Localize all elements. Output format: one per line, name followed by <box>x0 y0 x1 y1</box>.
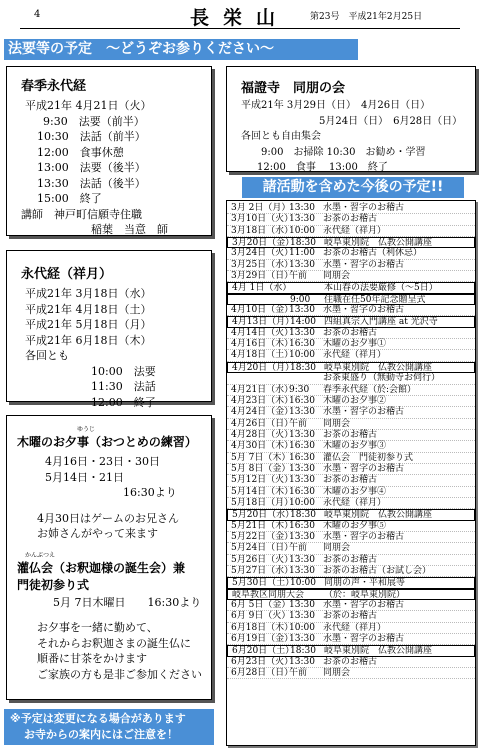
eitaikyo-line: 平成21年 4月21日（火） <box>25 99 152 112</box>
schedule-row <box>227 532 475 543</box>
schedule-date: 4月28日（火） <box>231 429 294 440</box>
schedule-event: お茶のお稽古 <box>323 475 378 486</box>
schedule-date: 4月 1日（水） <box>232 283 292 294</box>
schedule-event: お茶のお稽古 <box>323 214 378 225</box>
schedule-date: 6月 5日（金） <box>231 600 291 611</box>
schedule-date: 6月23日（火） <box>231 656 294 667</box>
schedule-time: 18:30 <box>290 646 316 657</box>
eitaikyo-line: 15:00 終了 <box>37 192 102 205</box>
issue-info: 第23号 平成21年2月25日 <box>310 12 423 22</box>
schedule-time: 13:30 <box>289 475 315 486</box>
schedule-event: 同朋会 <box>323 271 351 282</box>
schedule-date: 岐阜教区同朋大会 <box>232 589 305 600</box>
schedule-date: 5月24日（日） <box>231 543 294 554</box>
schedule-date: 5月 7日（木） <box>231 452 291 463</box>
schedule-row <box>227 260 475 271</box>
eidai-month-box <box>6 250 212 409</box>
kanbutsu-date: 5月 7日木曜日 16:30より <box>53 595 202 609</box>
schedule-event: お茶東盛り（無動寺お伺行） <box>323 373 441 384</box>
schedule-event: 春季永代経（於:会館） <box>323 384 417 395</box>
schedule-date: 4月24日（金） <box>231 407 294 418</box>
schedule-date: 3月20日（金） <box>232 238 295 249</box>
schedule-row <box>227 248 475 259</box>
doshu-line: 9:00 お掃除 10:30 お勧め・学習 <box>261 146 426 158</box>
schedule-event: 木曜のお夕事⑤ <box>323 520 387 531</box>
schedule-row <box>227 373 475 384</box>
schedule-date: 4月20日（月） <box>232 362 295 373</box>
doshu-box <box>226 66 476 172</box>
schedule-event: 水墨・習字のお稽古 <box>323 203 405 213</box>
schedule-row <box>227 623 475 634</box>
footer-line: ※予定は変更になる場合があります <box>10 712 186 725</box>
schedule-time: 14:00 <box>290 317 316 328</box>
eidai-month-line: 12:00 終了 <box>91 395 156 409</box>
schedule-row <box>227 430 475 441</box>
schedule-row <box>227 237 475 248</box>
oyuji-title: 木曜のお夕事（おつとめの練習） <box>17 435 197 449</box>
schedule-row <box>227 509 475 520</box>
kanbutsu-line: 順番に甘茶をかけます <box>37 652 147 665</box>
schedule-time: 13:30 <box>289 203 315 213</box>
schedule-row <box>227 487 475 498</box>
schedule-event: 岐阜東別院 仏教公開講座 <box>324 238 433 249</box>
oyuji-line: 16:30より <box>123 486 177 499</box>
doshu-title: 福證寺 同朋の会 <box>241 81 346 96</box>
schedule-row <box>227 464 475 475</box>
kanbutsu-ruby: かんぶつえ <box>25 551 56 559</box>
schedule-time: 午前 <box>289 668 308 679</box>
doshu-line: 各回とも自由集会 <box>241 131 321 142</box>
schedule-event: 永代経（祥月） <box>323 497 387 508</box>
page-number: 4 <box>34 9 41 20</box>
schedule-row <box>227 645 475 656</box>
schedule-event: 水墨・習字のお稽古 <box>323 407 405 418</box>
schedule-date: 5月21日（木） <box>231 520 294 531</box>
schedule-date: 6月19日（金） <box>231 634 294 645</box>
eidai-month-line: 10:00 法要 <box>91 364 156 378</box>
schedule-row <box>227 657 475 668</box>
schedule-time: 16:30 <box>289 486 315 497</box>
schedule-row <box>227 316 475 327</box>
schedule-time: 16:30 <box>289 395 315 406</box>
eitaikyo-line: 稲葉 当意 師 <box>91 223 168 236</box>
schedule-event: 木曜のお夕事④ <box>323 486 387 497</box>
schedule-date: 3月24日（火） <box>231 248 294 259</box>
schedule-event: 木曜のお夕事② <box>323 395 387 406</box>
schedule-time: 10:00 <box>289 350 315 361</box>
schedule-row <box>227 498 475 509</box>
schedule-event: 同朋会 <box>323 668 351 679</box>
eitaikyo-title: 春季永代経 <box>21 79 87 94</box>
schedule-event: 水墨・習字のお稽古 <box>323 305 405 316</box>
schedule-row <box>227 543 475 554</box>
schedule-event: お茶のお稽古 <box>323 611 378 622</box>
schedule-date: 6月20日（土） <box>232 646 295 657</box>
eidai-month-line: 平成21年 4月18日（土） <box>25 302 152 316</box>
schedule-date: 5月26日（火） <box>231 554 294 565</box>
schedule-time: 午前 <box>289 271 308 282</box>
schedule-date: 4月13日（月） <box>232 317 295 328</box>
schedule-date: 3月10日（火） <box>231 214 294 225</box>
schedule-event: 住職在任50年記念贈呈式 <box>324 294 426 305</box>
schedule-time: 13:30 <box>289 305 315 316</box>
schedule-row <box>227 634 475 645</box>
schedule-event: 水墨・習字のお稽古 <box>323 531 405 542</box>
schedule-date: 6月18日（木） <box>231 622 294 633</box>
eidai-month-line: 平成21年 3月18日（水） <box>25 287 152 300</box>
schedule-time: 13:30 <box>289 656 315 667</box>
schedule-event: お茶のお稽古 <box>323 327 378 338</box>
schedule-time: 10:00 <box>289 497 315 508</box>
schedule-time: 13:30 <box>289 566 315 576</box>
oyuji-line: 4月30日はゲームのお兄さん <box>37 511 179 525</box>
schedule-row <box>227 294 475 305</box>
header-rule <box>20 28 460 29</box>
schedule-time: 13:30 <box>289 634 315 645</box>
oyuji-line: お姉さんがやって来ます <box>37 527 158 540</box>
schedule-date: 6月28日（日） <box>231 668 294 679</box>
schedule-time: 13:30 <box>289 600 315 611</box>
doshu-line: 平成21年 3月29日（日） 4月26日（日） <box>241 100 431 111</box>
schedule-time: 10:00 <box>289 225 315 236</box>
schedule-event: 同朋会 <box>323 543 351 554</box>
schedule-list <box>226 200 476 746</box>
schedule-time: 10:00 <box>289 622 315 633</box>
schedule-row <box>227 668 475 679</box>
schedule-event: 永代経（祥月） <box>323 350 387 361</box>
schedule-time: 16:30 <box>289 339 315 350</box>
schedule-row <box>227 271 475 282</box>
doshu-line: 12:00 食事 13:00 終了 <box>257 162 388 173</box>
schedule-time <box>290 590 324 599</box>
schedule-event: 岐阜東別院 仏教公開講座 <box>324 362 433 373</box>
schedule-event: 水墨・習字のお稽古 <box>323 634 405 645</box>
schedule-event: お茶のお稽古 <box>323 656 378 667</box>
schedule-date: 5月22日（金） <box>231 531 294 542</box>
schedule-date: 5月12日（火） <box>231 475 294 486</box>
kanbutsu-line: それからお釈迦さまの誕生仏に <box>37 636 191 650</box>
eitaikyo-box <box>6 66 212 236</box>
kanbutsu-title: 灌仏会（お釈迦様の誕生会）兼 <box>17 560 186 575</box>
schedule-row <box>227 407 475 418</box>
schedule-date: 4月23日（木） <box>231 395 294 406</box>
eidai-month-line: 各回とも <box>25 349 69 362</box>
eitaikyo-line: 13:30 法話（後半） <box>37 176 146 190</box>
schedule-date: 5月14日（木） <box>231 486 294 497</box>
schedule-date <box>231 373 289 383</box>
kanbutsu-line: ご家族の方も是非ご参加ください <box>37 667 202 681</box>
doshu-line: 5月24日（日） 6月28日（日） <box>319 115 463 127</box>
schedule-event: 岐阜東別院 仏教公開講座 <box>324 646 433 657</box>
schedule-row <box>227 441 475 452</box>
schedule-time: 13:30 <box>289 429 315 440</box>
schedule-event: （於：岐阜東別院） <box>324 589 406 600</box>
schedule-row <box>227 339 475 350</box>
schedule-row <box>227 282 475 293</box>
oyuji-box <box>6 415 212 700</box>
schedule-row <box>227 305 475 316</box>
eitaikyo-line: 12:00 食事休憩 <box>37 145 124 159</box>
schedule-row <box>227 419 475 430</box>
schedule-row <box>227 385 475 396</box>
schedule-time: 13:30 <box>289 259 315 270</box>
schedule-time: 13:30 <box>289 327 315 338</box>
schedule-time: 9:30 <box>289 384 310 395</box>
schedule-time: 13:30 <box>289 531 315 542</box>
schedule-date: 3月18日（水） <box>231 225 294 236</box>
schedule-event: 永代経（祥月） <box>323 225 387 236</box>
schedule-time: 13:30 <box>289 407 315 418</box>
schedule-row <box>227 328 475 339</box>
schedule-event: お茶のお稽古 <box>323 429 378 440</box>
schedule-date: 4月21日（水） <box>231 384 294 395</box>
eitaikyo-line: 10:30 法話（前半） <box>37 130 146 143</box>
schedule-event: 同朋の声・平和展等 <box>324 578 406 589</box>
eidai-month-title: 永代経（祥月） <box>21 267 113 282</box>
schedule-time: 13:30 <box>289 554 315 565</box>
oyuji-line: 4月16日・23日・30日 <box>45 455 160 468</box>
schedule-event: お茶のお稽古（お試し会） <box>323 566 432 576</box>
schedule-event: 永代経（祥月） <box>323 622 387 633</box>
schedule-time: 午前 <box>289 543 308 554</box>
schedule-date: 6月 9日（火） <box>231 611 291 622</box>
schedule-event: お茶のお稽古 <box>323 554 378 565</box>
schedule-time: 16:30 <box>289 441 315 452</box>
schedule-row <box>227 589 475 600</box>
schedule-event: 灌仏会 門徒初参り式 <box>323 452 414 463</box>
schedule-row <box>227 600 475 611</box>
schedule-event: 岐阜東別院 仏教公開講座 <box>324 510 433 521</box>
schedule-date: 5月20日（水） <box>232 510 295 521</box>
schedule-row <box>227 475 475 486</box>
schedule-event: 木曜のお夕事③ <box>323 441 387 452</box>
schedule-time: 午前 <box>289 418 308 429</box>
schedule-date: 4月16日（木） <box>231 339 294 350</box>
schedule-date: 4月26日（日） <box>231 418 294 429</box>
schedule-event: 水墨・習字のお稽古 <box>323 463 405 474</box>
schedule-time: 18:30 <box>290 362 316 373</box>
schedule-row <box>227 555 475 566</box>
schedule-row <box>227 521 475 532</box>
schedule-time: 9:00 <box>290 294 311 305</box>
eitaikyo-line: 9:30 法要（前半） <box>43 114 145 128</box>
schedule-date: 5月 8日（金） <box>231 463 291 474</box>
schedule-row <box>227 350 475 361</box>
footer-notice <box>4 709 214 745</box>
schedule-date: 5月18日（月） <box>231 497 294 508</box>
schedule-time: 16:30 <box>289 452 315 463</box>
schedule-row <box>227 226 475 237</box>
schedule-event: 同朋会 <box>323 418 351 429</box>
schedule-event: お茶のお稽古（利休忌） <box>323 248 423 259</box>
events-banner: 法要等の予定 ～どうぞお参りください～ <box>4 39 358 60</box>
schedule-row <box>227 362 475 373</box>
schedule-time: 18:30 <box>290 510 316 521</box>
eidai-month-line: 11:30 法話 <box>91 380 156 393</box>
schedule-date <box>232 295 290 304</box>
kanbutsu-line: お夕事を一緒に勤めて、 <box>37 621 158 634</box>
schedule-time <box>289 373 323 383</box>
schedule-banner: 諸活動を含めた今後の予定!! <box>242 177 464 198</box>
schedule-date: 5月27日（水） <box>231 566 294 576</box>
schedule-date: 4月30日（木） <box>231 441 294 452</box>
schedule-event: 水墨・習字のお稽古 <box>323 259 405 270</box>
schedule-row <box>227 453 475 464</box>
schedule-time <box>290 283 324 292</box>
schedule-time: 10:00 <box>290 578 316 589</box>
schedule-time: 11:00 <box>289 248 315 259</box>
schedule-row <box>227 203 475 214</box>
oyuji-line: 5月14日・21日 <box>45 470 124 484</box>
schedule-date: 4月10日（金） <box>231 305 294 316</box>
kanbutsu-subtitle: 門徒初参り式 <box>17 577 90 592</box>
schedule-time: 13:30 <box>289 463 315 474</box>
eidai-month-line: 平成21年 6月18日（木） <box>25 333 152 347</box>
eitaikyo-line: 13:00 法要（後半） <box>37 161 146 174</box>
schedule-date: 3月29日（日） <box>231 271 294 282</box>
schedule-event: 四組真宗入門講座 at 光沢寺 <box>324 317 438 328</box>
footer-line: お寺からの案内にはご注意を！ <box>24 728 178 741</box>
schedule-row <box>227 611 475 622</box>
schedule-time: 18:30 <box>290 238 316 249</box>
schedule-date: 5月30日（土） <box>232 578 295 589</box>
schedule-time: 13:30 <box>289 611 315 622</box>
schedule-event: 木曜のお夕事① <box>323 339 387 350</box>
schedule-row <box>227 577 475 588</box>
schedule-row <box>227 566 475 577</box>
schedule-date: 4月18日（土） <box>231 350 294 361</box>
eitaikyo-line: 講師 神戸町信願寺住職 <box>21 207 142 221</box>
schedule-row <box>227 214 475 225</box>
schedule-date: 4月14日（火） <box>231 327 294 338</box>
schedule-date: 3月25日（水） <box>231 259 294 270</box>
newsletter-title: 長栄山 <box>190 7 290 29</box>
schedule-time: 13:30 <box>289 214 315 225</box>
schedule-row <box>227 396 475 407</box>
schedule-date: 3月 2日（月） <box>231 203 291 213</box>
schedule-event: 水墨・習字のお稽古 <box>323 600 405 611</box>
schedule-event: 本山春の法要厳修（～5日） <box>324 283 438 294</box>
oyuji-ruby: ゆうじ <box>77 426 96 433</box>
eidai-month-line: 平成21年 5月18日（月） <box>25 318 152 331</box>
schedule-time: 16:30 <box>289 520 315 531</box>
